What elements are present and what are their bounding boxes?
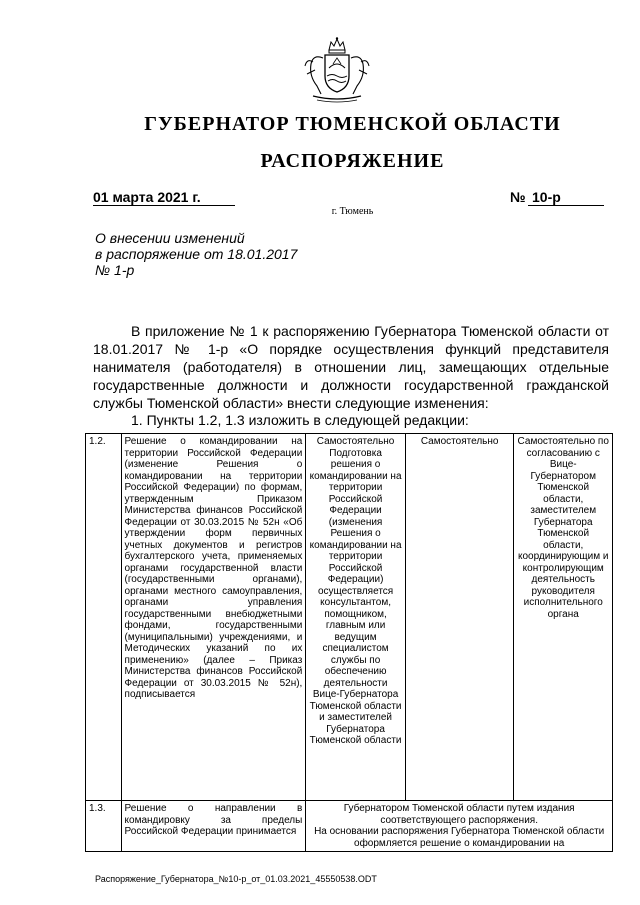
authority-cell: Самостоятельно по согласованию с Вице-Губернатором Тюменской области, заместителем Губернатора Тюменской области, координирующим и контролирующим деятельность руководителя исполнительного органа: [514, 434, 613, 801]
number-label: №: [510, 189, 526, 205]
authority-title: ГУБЕРНАТОР ТЮМЕНСКОЙ ОБЛАСТИ: [144, 113, 561, 135]
row-number-cell: 1.2.: [86, 434, 122, 801]
table-row: [86, 434, 613, 801]
point-1-text: 1. Пункты 1.2, 1.3 изложить в следующей редакции:: [131, 412, 469, 428]
document-date: 01 марта 2021 г.: [93, 189, 235, 206]
authority-cell: Самостоятельно Подготовка решения о командировании на территории Российской Федерации (изменения Решения о командировании на территории Российской Федерации) осуществляется консультантом, помощником, главным или ведущим специалистом службы по обеспечению деятельности Вице-Губернатора Тюменской области и заместителей Губернатора Тюменской области: [306, 434, 406, 801]
city: г. Тюмень: [331, 206, 374, 217]
merged-cell-line: Губернатором Тюменской области путем издания соответствующего распоряжения.: [343, 803, 575, 826]
authority-cell: Самостоятельно: [405, 434, 514, 801]
body-paragraph-block: [93, 322, 609, 412]
table-row: [86, 801, 613, 852]
document-number: 10-р: [528, 189, 604, 206]
tyumen-coat-of-arms-emblem: [299, 36, 375, 104]
subject-line: № 1-р: [95, 262, 135, 278]
annex-table: [85, 433, 613, 852]
subject-line: О внесении изменений: [95, 230, 245, 246]
footer-filename: Распоряжение_Губернатора_№10-р_от_01.03.2021_45550538.ODT: [95, 874, 377, 884]
row-number-cell: 1.3.: [86, 801, 122, 852]
decision-cell: Решение о командировании на территории Российской Федерации (изменение Решения о командировании на территории Российской Федерации) по формам, утвержденным Приказом Министерства финансов Российской Федерации от 30.03.2015 № 52н «Об утверждении форм первичных учетных документов и регистров бухгалтерского учета, применяемых органами государственной власти (государственными органами), органами местного самоуправления, органами управления государственными внебюджетными фондами, государственными (муниципальными) учреждениями, и Методических указаний по их применению» (далее – Приказ Министерства финансов Российской Федерации от 30.03.2015 № 52н), подписывается: [121, 434, 306, 801]
merged-cell-line: На основании распоряжения Губернатора Тюменской области оформляется решение о командировании на: [314, 826, 605, 849]
subject-block: [95, 230, 297, 278]
body-paragraph: В приложение № 1 к распоряжению Губернатора Тюменской области от 18.01.2017 № 1-р «О порядке осуществления функций представителя нанимателя (работодателя) в отношении лиц, замещающих отдельные государственные должности и должности государственной гражданской службы Тюменской области» внести следующие изменения:: [93, 323, 609, 411]
subject-line: в распоряжение от 18.01.2017: [95, 246, 298, 262]
merged-authority-cell: [306, 801, 613, 852]
document-type-title: РАСПОРЯЖЕНИЕ: [260, 150, 445, 172]
decision-cell: Решение о направлении в командировку за пределы Российской Федерации принимается: [121, 801, 306, 852]
